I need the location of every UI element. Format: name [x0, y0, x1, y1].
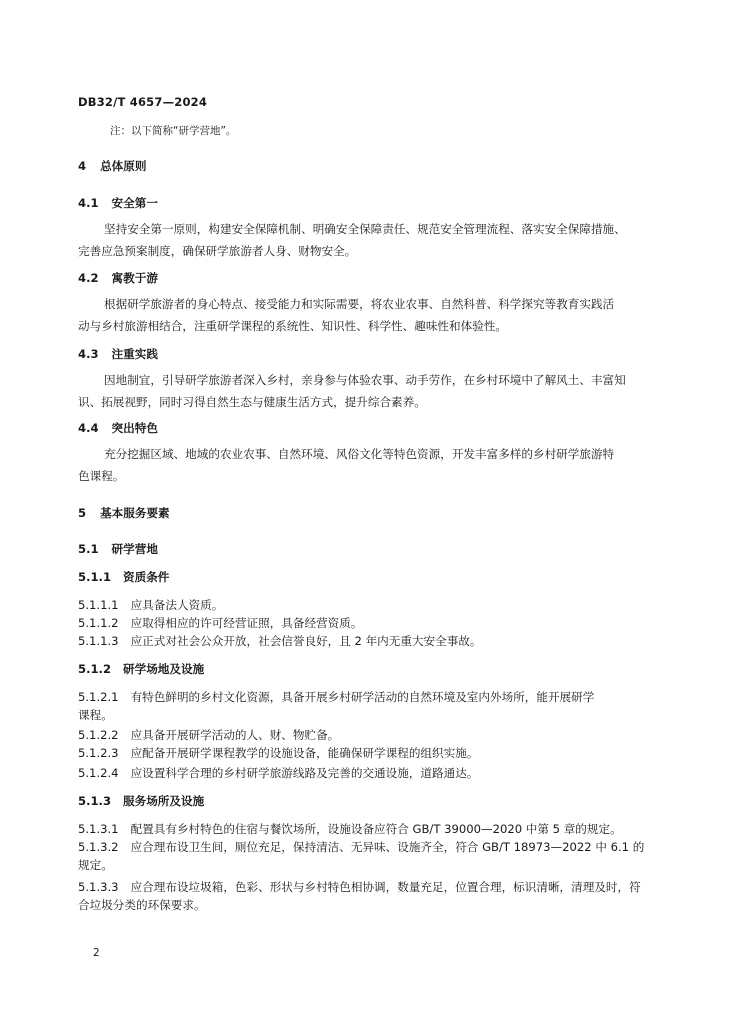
paragraph-line: 识、拓展视野，同时习得自然生态与健康生活方式，提升综合素养。	[78, 395, 426, 409]
paragraph-line: 完善应急预案制度，确保研学旅游者人身、财物安全。	[78, 244, 357, 258]
section-number: 4	[78, 159, 87, 173]
clause-number: 5.1.2.1	[78, 690, 119, 704]
section-5-1-2-heading	[78, 661, 204, 677]
clause-number: 5.1.3.3	[78, 880, 119, 894]
clause-number: 5.1.1.1	[78, 598, 119, 612]
section-number: 5.1	[78, 542, 99, 556]
section-title: 服务场所及设施	[123, 794, 205, 808]
paragraph-line: 色课程。	[78, 469, 125, 483]
section-title: 注重实践	[111, 347, 158, 361]
clause-number: 5.1.2.2	[78, 728, 119, 742]
section-number: 4.4	[78, 421, 99, 435]
section-title: 寓教于游	[111, 271, 158, 285]
clause-text: 应设置科学合理的乡村研学旅游线路及完善的交通设施，道路通达。	[130, 766, 479, 780]
paragraph-line: 根据研学旅游者的身心特点、接受能力和实际需要，将农业农事、自然科普、科学探究等教育实践活	[104, 297, 615, 311]
section-4-heading	[78, 158, 146, 174]
page-number: 2	[93, 947, 100, 959]
clause-text: 应具备开展研学活动的人、财、物贮备。	[130, 728, 340, 742]
clause-continuation: 规定。	[78, 858, 113, 872]
clause-number: 5.1.2.3	[78, 746, 119, 760]
clause-5-1-3-3	[78, 879, 641, 895]
section-title: 安全第一	[111, 196, 158, 210]
clause-5-1-2-2	[78, 727, 339, 743]
clause-5-1-3-2	[78, 839, 644, 855]
clause-text: 应合理布设卫生间，厕位充足，保持清洁、无异味、设施齐全，符合 GB/T 18973—2022 中 6.1 的	[130, 840, 645, 854]
section-number: 5.1.1	[78, 570, 112, 584]
clause-number: 5.1.1.3	[78, 634, 119, 648]
clause-5-1-2-3	[78, 745, 478, 761]
clause-5-1-2-4	[78, 765, 478, 781]
clause-text: 应配备开展研学课程教学的设施设备，能确保研学课程的组织实施。	[130, 746, 479, 760]
section-5-1-3-heading	[78, 793, 204, 809]
clause-5-1-1-3	[78, 633, 482, 649]
clause-text: 应取得相应的许可经营证照，具备经营资质。	[130, 616, 363, 630]
clause-5-1-3-1	[78, 821, 622, 837]
section-number: 5	[78, 506, 87, 520]
section-number: 4.3	[78, 347, 99, 361]
clause-number: 5.1.3.2	[78, 840, 119, 854]
section-title: 突出特色	[111, 421, 158, 435]
section-5-1-1-heading	[78, 569, 169, 585]
clause-text: 有特色鲜明的乡村文化资源，具备开展乡村研学活动的自然环境及室内外场所，能开展研学	[130, 690, 595, 704]
clause-text: 应具备法人资质。	[130, 598, 224, 612]
clause-number: 5.1.3.1	[78, 822, 119, 836]
section-number: 4.2	[78, 271, 99, 285]
section-title: 基本服务要素	[100, 506, 170, 520]
section-4-4-heading	[78, 420, 158, 436]
section-5-1-heading	[78, 541, 158, 557]
note-text: 注：以下简称“研学营地”。	[110, 125, 237, 137]
standard-code: DB32/T 4657—2024	[78, 95, 208, 109]
clause-text: 应正式对社会公众开放，社会信誉良好，且 2 年内无重大安全事故。	[130, 634, 482, 648]
section-title: 总体原则	[100, 159, 147, 173]
paragraph-line: 动与乡村旅游相结合，注重研学课程的系统性、知识性、科学性、趣味性和体验性。	[78, 319, 507, 333]
paragraph-line: 充分挖掘区域、地域的农业农事、自然环境、风俗文化等特色资源，开发丰富多样的乡村研学旅游特	[104, 447, 615, 461]
clause-text: 应合理布设垃圾箱，色彩、形状与乡村特色相协调，数量充足，位置合理，标识清晰，清理及时，符	[130, 880, 641, 894]
clause-5-1-1-2	[78, 615, 362, 631]
section-4-3-heading	[78, 346, 158, 362]
section-number: 5.1.3	[78, 794, 112, 808]
clause-continuation: 合垃圾分类的环保要求。	[78, 898, 206, 912]
clause-text: 配置具有乡村特色的住宿与餐饮场所，设施设备应符合 GB/T 39000—2020 中第 5 章的规定。	[130, 822, 622, 836]
clause-continuation: 课程。	[78, 708, 113, 722]
section-title: 研学场地及设施	[123, 662, 205, 676]
paragraph-line: 坚持安全第一原则，构建安全保障机制、明确安全保障责任、规范安全管理流程、落实安全保障措施、	[104, 222, 626, 236]
clause-number: 5.1.1.2	[78, 616, 119, 630]
clause-number: 5.1.2.4	[78, 766, 119, 780]
section-4-2-heading	[78, 270, 158, 286]
section-title: 研学营地	[111, 542, 158, 556]
section-title: 资质条件	[123, 570, 170, 584]
section-number: 5.1.2	[78, 662, 112, 676]
clause-5-1-2-1	[78, 689, 594, 705]
section-number: 4.1	[78, 196, 99, 210]
paragraph-line: 因地制宜，引导研学旅游者深入乡村，亲身参与体验农事、动手劳作，在乡村环境中了解风土、丰富知	[104, 373, 626, 387]
section-5-heading	[78, 505, 170, 521]
section-4-1-heading	[78, 195, 158, 211]
clause-5-1-1-1	[78, 597, 223, 613]
